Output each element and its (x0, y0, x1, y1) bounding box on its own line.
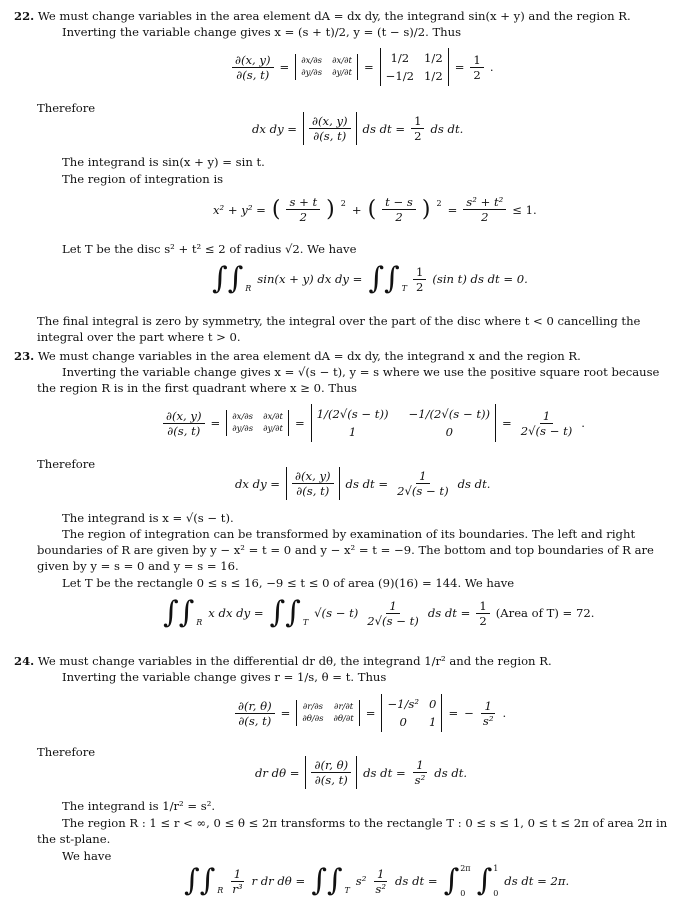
problem-22-conclusion: The final integral is zero by symmetry, the integral over the part of the disc where t < 0 cancelling the integral over the part where t > 0. (37, 314, 641, 344)
problem-22-disc: Let T be the disc s² + t² ≤ 2 of radius √2. We have (62, 242, 357, 256)
problem-23-intro: 23. We must change variables in the area element dA = dx dy, the integrand x and the region R. (14, 349, 581, 363)
problem-24-number: 24. (14, 654, 35, 668)
problem-24-we-have: We have (62, 849, 112, 863)
problem-23-inverting: Inverting the variable change gives x = √(s − t), y = s where we use the positive square root because the region R is in the first quadrant where x ≥ 0. Thus (37, 365, 660, 395)
problem-24-jacobian: $\frac{\partial(r, \theta)}{\partial(s, t)}$ = ∂r/∂s ∂r/∂t ∂θ/∂s ∂θ/∂t = −1/s² 0 0 1 = − $\frac{1}{\text{s²}}$ . (235, 694, 506, 732)
problem-22-integrand: The integrand is sin(x + y) = sin t. (62, 155, 265, 169)
problem-24-integral: ∫∫ R $\frac{1}{\text{r³}}$ r dr dθ = ∫∫ T s² $\frac{1}{\text{s²}}$ ds dt = ∫ 2π 0 ∫ 1 0 ds dt = 2π. (184, 863, 570, 898)
problem-22-jacobian: $\frac{\partial(x, y)}{\partial(s, t)}$ = ∂x/∂s ∂x/∂t ∂y/∂s ∂y/∂t = 1/2 1/2 −1/2 1/2 = $\frac{1}{2}$ . (232, 48, 494, 86)
problem-24-therefore: Therefore (37, 745, 96, 759)
problem-24-inverting: Inverting the variable change gives r = 1/s, θ = t. Thus (62, 670, 387, 684)
problem-24-integrand: The integrand is 1/r² = s². (62, 799, 216, 813)
problem-22-dxdy: dx dy = $\frac{\partial(x, y)}{\partial(s, t)}$ ds dt = $\frac{1}{2}$ ds dt. (252, 114, 464, 143)
problem-22-intro: 22. We must change variables in the area element dA = dx dy, the integrand sin(x + y) and the region R. (14, 9, 631, 23)
problem-24-intro: 24. We must change variables in the differential dr dθ, the integrand 1/r² and the region R. (14, 654, 552, 668)
jacobian-result: $\frac{1}{2}$ (470, 53, 483, 82)
problem-24-region: The region R : 1 ≤ r < ∞, 0 ≤ θ ≤ 2π transforms to the rectangle T : 0 ≤ s ≤ 1, 0 ≤ t ≤ 2π of area 2π in the st-plane. (37, 816, 668, 846)
problem-23-therefore: Therefore (37, 457, 96, 471)
problem-23-region: The region of integration can be transformed by examination of its boundaries. The left and right boundaries of R are given by y − x² = t = 0 and y − x² = t = −9. The bottom and top boundaries of R are given by y = s = 0 and y = s = 16. (37, 527, 654, 573)
jacobian-lhs: $\frac{\partial(x, y)}{\partial(s, t)}$ (232, 53, 274, 82)
problem-22-inverting: Inverting the variable change gives x = (s + t)/2, y = (t − s)/2. Thus (62, 25, 462, 39)
problem-23-integral: ∫∫ R x dx dy = ∫∫ T √(s − t) $\frac{1}{2√(s - t)}$ ds dt = $\frac{1}{2}$ (Area of T) = 72. (163, 595, 595, 630)
partials-determinant: ∂x/∂s ∂x/∂t ∂y/∂s ∂y/∂t (295, 54, 358, 80)
problem-22-therefore: Therefore (37, 101, 96, 115)
problem-22-region-eq: x² + y² = ( $\frac{s + t}{2}$ ) 2 + ( $\frac{t - s}{2}$ ) 2 = $\frac{\text{s² + t²}}{2}$ ≤ 1. (213, 195, 537, 224)
problem-22-number: 22. (14, 9, 35, 23)
problem-24-drdtheta: dr dθ = $\frac{\partial(r, \theta)}{\partial(s, t)}$ ds dt = $\frac{1}{\text{s²}}$ ds dt. (255, 758, 468, 787)
problem-23-integrand: The integrand is x = √(s − t). (62, 511, 234, 525)
value-determinant: 1/2 1/2 −1/2 1/2 (380, 48, 449, 86)
problem-22-region-label: The region of integration is (62, 172, 224, 186)
problem-23-jacobian: $\frac{\partial(x, y)}{\partial(s, t)}$ = ∂x/∂s ∂x/∂t ∂y/∂s ∂y/∂t = 1/(2√(s − t)) −1/(2√(s − t)) 1 0 = $\frac{1}{2√(s - t)}$ . (163, 404, 585, 442)
problem-22-integral: ∫∫ R sin(x + y) dx dy = ∫∫ T $\frac{1}{2}$ (sin t) ds dt = 0. (212, 261, 528, 296)
problem-23-dxdy: dx dy = $\frac{\partial(x, y)}{\partial(s, t)}$ ds dt = $\frac{1}{2√(s - t)}$ ds dt. (235, 469, 491, 498)
problem-23-rectangle: Let T be the rectangle 0 ≤ s ≤ 16, −9 ≤ t ≤ 0 of area (9)(16) = 144. We have (62, 576, 515, 590)
problem-23-number: 23. (14, 349, 35, 363)
